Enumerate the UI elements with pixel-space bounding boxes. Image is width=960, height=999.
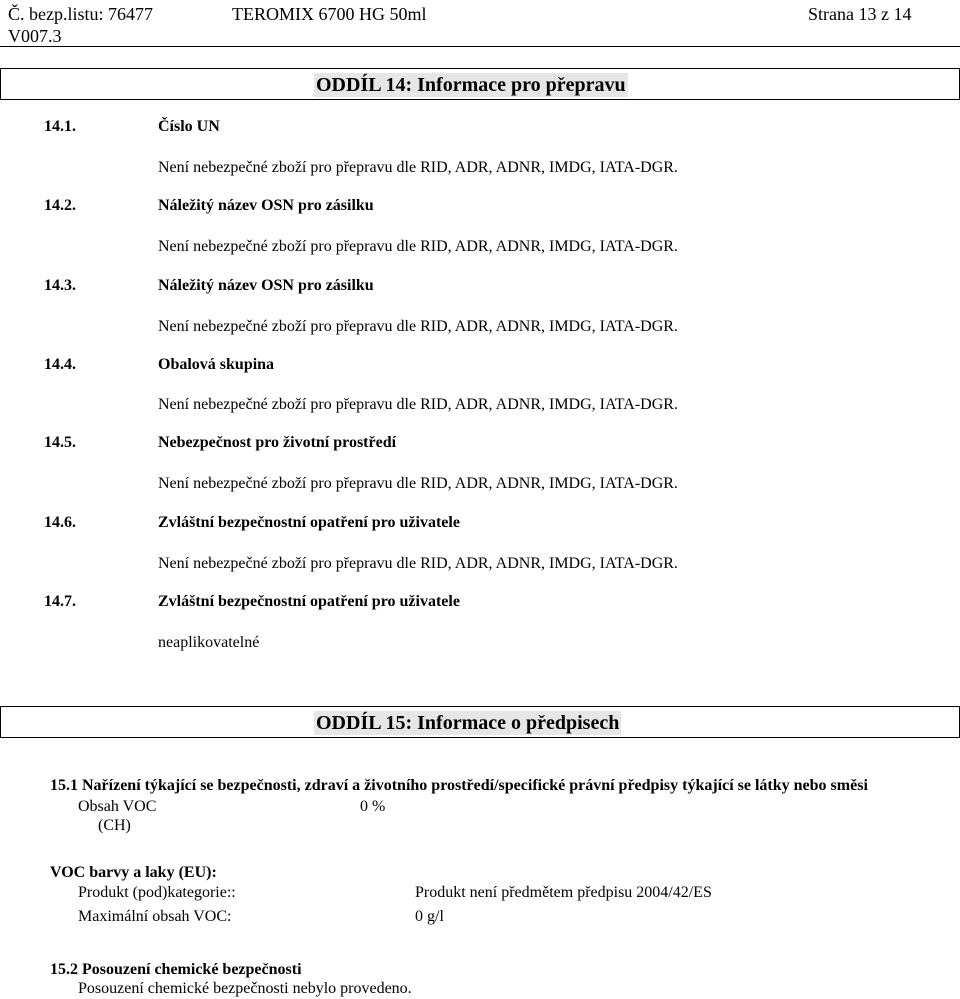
eu-row-value: Produkt není předmětem předpisu 2004/42/ES (415, 884, 712, 901)
product-name: TEROMIX 6700 HG 50ml (232, 4, 427, 24)
item-number: 14.1. (44, 118, 76, 135)
eu-row-label: Maximální obsah VOC: (78, 908, 232, 925)
item-text: Není nebezpečné zboží pro přepravu dle RID, ADR, ADNR, IMDG, IATA-DGR. (158, 555, 678, 572)
item-text: Není nebezpečné zboží pro přepravu dle RID, ADR, ADNR, IMDG, IATA-DGR. (158, 396, 678, 413)
item-number: 14.5. (44, 434, 76, 451)
voc-region: (CH) (98, 817, 131, 834)
eu-row-value: 0 g/l (415, 908, 444, 925)
section-15-title: ODDÍL 15: Informace o předpisech (316, 712, 620, 734)
eu-voc-heading: VOC barvy a laky (EU): (50, 864, 217, 881)
version-label: V007.3 (8, 26, 62, 46)
item-number: 14.6. (44, 514, 76, 531)
sheet-number: Č. bezp.listu: 76477 (8, 4, 153, 24)
regulation-heading: 15.1 Nařízení týkající se bezpečnosti, zdraví a životního prostředí/specifické právní předpisy týkající se látky nebo směsi (50, 777, 868, 794)
chemical-safety-heading: 15.2 Posouzení chemické bezpečnosti (50, 961, 302, 978)
page-number: Strana 13 z 14 (808, 4, 912, 24)
chemical-safety-text: Posouzení chemické bezpečnosti nebylo provedeno. (78, 980, 412, 997)
item-title: Zvláštní bezpečnostní opatření pro uživatele (158, 593, 460, 610)
item-text: Není nebezpečné zboží pro přepravu dle RID, ADR, ADNR, IMDG, IATA-DGR. (158, 318, 678, 335)
item-number: 14.4. (44, 356, 76, 373)
item-number: 14.3. (44, 277, 76, 294)
item-title: Obalová skupina (158, 356, 275, 373)
item-text: Není nebezpečné zboží pro přepravu dle RID, ADR, ADNR, IMDG, IATA-DGR. (158, 475, 678, 492)
item-title: Nebezpečnost pro životní prostředí (158, 434, 397, 451)
item-number: 14.2. (44, 197, 76, 214)
eu-row-label: Produkt (pod)kategorie:: (78, 884, 236, 901)
item-title: Zvláštní bezpečnostní opatření pro uživatele (158, 514, 460, 531)
item-text: Není nebezpečné zboží pro přepravu dle RID, ADR, ADNR, IMDG, IATA-DGR. (158, 238, 678, 255)
item-text: Není nebezpečné zboží pro přepravu dle RID, ADR, ADNR, IMDG, IATA-DGR. (158, 159, 678, 176)
voc-value: 0 % (360, 798, 386, 815)
section-14-title: ODDÍL 14: Informace pro přepravu (316, 74, 626, 96)
voc-label: Obsah VOC (78, 798, 157, 815)
item-title: Náležitý název OSN pro zásilku (158, 197, 374, 214)
item-number: 14.7. (44, 593, 76, 610)
item-title: Náležitý název OSN pro zásilku (158, 277, 374, 294)
item-text: neaplikovatelné (158, 634, 260, 651)
item-title: Číslo UN (158, 118, 220, 135)
header-divider (0, 46, 960, 47)
